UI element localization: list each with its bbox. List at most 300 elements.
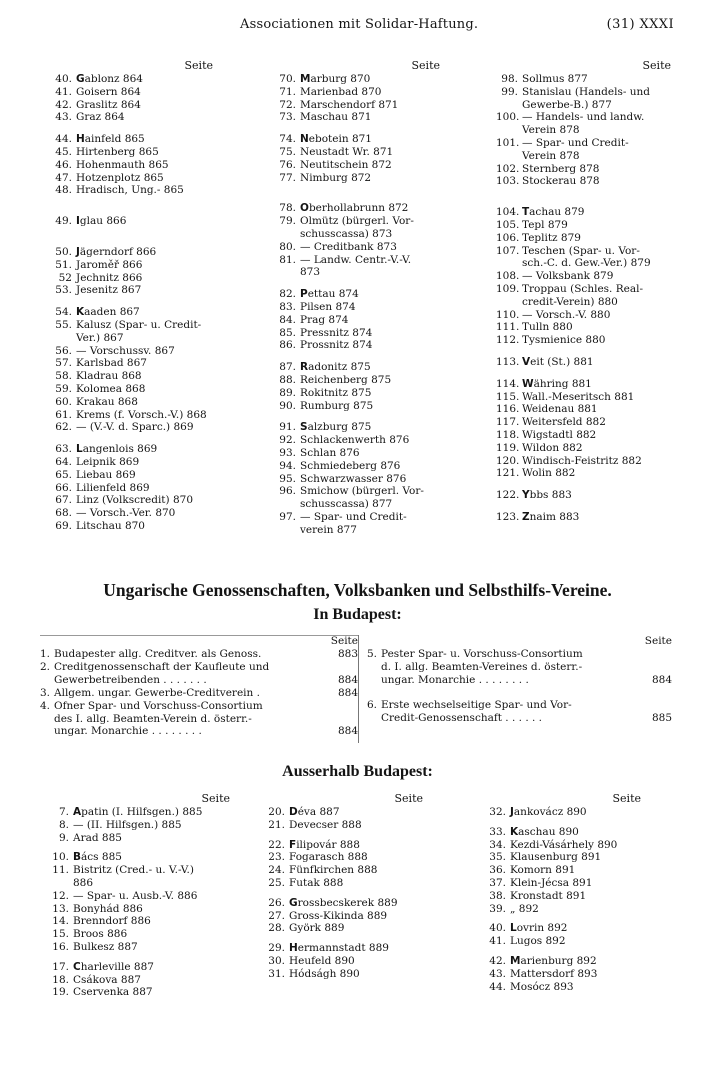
entry-text: naim 883: [529, 510, 580, 523]
spacer: [274, 352, 440, 361]
index-entry: [263, 922, 423, 935]
entry-number: 122.: [496, 489, 520, 502]
entry-line: Budapester allg. Creditver. als Genoss.: [54, 648, 262, 660]
entry-text: berhollabrunn 872: [308, 202, 409, 215]
budapest-left-column: [40, 635, 358, 738]
entry-text: ettau 874: [307, 288, 359, 301]
entry-number: 22.: [268, 838, 285, 851]
entry-initial: M: [510, 954, 521, 967]
entry-text: 873: [300, 266, 321, 279]
entry-text: — (V.-V. d. Sparc.) 869: [76, 421, 194, 434]
entry-number: 40.: [55, 73, 72, 85]
entry-number: 40.: [489, 922, 506, 935]
entry-number: 9.: [58, 831, 69, 844]
index-entry: [50, 146, 213, 159]
budapest-entry: [367, 699, 672, 725]
entry-number: 61.: [55, 408, 72, 421]
column-heading-seite: Seite: [201, 792, 230, 805]
spacer: [263, 935, 423, 942]
entry-text: Fogarasch 888: [289, 851, 368, 864]
index-entry-continuation: [496, 124, 671, 137]
index-entry: [50, 259, 213, 272]
entry-text: adonitz 875: [308, 361, 371, 374]
index-entry: [50, 482, 213, 495]
entry-text: Brenndorf 886: [73, 915, 151, 928]
entry-text: Cservenka 887: [73, 986, 153, 999]
entry-text: Jaroměř 866: [76, 258, 143, 271]
entry-page: 884: [337, 725, 358, 738]
index-entry: [274, 485, 440, 498]
spacer: [274, 184, 440, 193]
spacer: [50, 228, 213, 237]
index-entry-continuation: [274, 266, 440, 279]
entry-text: Teplitz 879: [522, 231, 581, 244]
entry-text: angenlois 869: [82, 443, 158, 456]
entry-initial: Y: [522, 489, 530, 502]
index-entry: [496, 137, 671, 150]
entry-text: Lilienfeld 869: [76, 481, 150, 494]
entry-number: 46.: [55, 158, 72, 171]
entry-number: 10.: [52, 851, 69, 864]
index-entry: [496, 206, 671, 219]
entry-number: 29.: [268, 942, 285, 955]
index-entry: [47, 819, 230, 832]
entry-number: 98.: [501, 73, 518, 85]
index-entry: [274, 202, 440, 215]
entry-text: Krems (f. Vorsch.-V.) 868: [76, 408, 207, 421]
index-entry: [274, 146, 440, 159]
index-entry: [496, 232, 671, 245]
entry-number: 100.: [496, 111, 520, 124]
entry-initial: K: [76, 306, 85, 319]
entry-number: 109.: [496, 282, 520, 295]
entry-text: ilipovár 888: [296, 838, 360, 851]
entry-initial: C: [73, 960, 81, 973]
ausserhalb-title: Ausserhalb Budapest:: [282, 763, 433, 780]
spacer: [484, 948, 641, 955]
entry-number: 12.: [52, 889, 69, 902]
entry-text: Prossnitz 874: [300, 339, 373, 352]
entry-number: 112.: [496, 334, 520, 347]
entry-text: — (II. Hilfsgen.) 885: [73, 818, 182, 831]
index-entry: [484, 826, 641, 839]
entry-number: 34.: [489, 838, 506, 851]
entry-number: 108.: [496, 270, 520, 283]
spacer: [50, 206, 213, 215]
index-entry: [50, 73, 213, 86]
index-entry-continuation: [274, 524, 440, 537]
entry-number: 25.: [268, 876, 285, 889]
spacer: [274, 193, 440, 202]
entry-text: — Vorschussv. 867: [76, 344, 175, 357]
index-entry: [263, 897, 423, 910]
entry-number: 18.: [52, 973, 69, 986]
index-entry: [496, 356, 671, 369]
entry-number: 4.: [40, 699, 51, 712]
index-entry: [274, 387, 440, 400]
entry-number: 121.: [496, 467, 520, 480]
index-entry: [50, 111, 213, 124]
index-entry: [50, 99, 213, 112]
entry-number: 44.: [489, 980, 506, 993]
index-entry: [484, 864, 641, 877]
index-entry: [274, 400, 440, 413]
entry-line: Credit-Genossenschaft . . . . . .: [381, 711, 543, 724]
spacer: [484, 819, 641, 826]
entry-number: 64.: [55, 455, 72, 468]
entry-text: Tepl 879: [522, 218, 568, 231]
entry-text: Verein 878: [522, 149, 580, 162]
index-entry: [496, 283, 671, 296]
index-entry: [274, 374, 440, 387]
entry-number: 54.: [55, 306, 72, 319]
index-entry: [274, 511, 440, 524]
index-entry: [484, 839, 641, 852]
index-entry: [47, 851, 230, 864]
entry-number: 105.: [496, 218, 520, 231]
entry-number: 50.: [55, 245, 72, 258]
entry-text: Tysmienice 880: [522, 334, 606, 347]
index-entry: [274, 447, 440, 460]
index-entry: [484, 903, 641, 916]
entry-text: Kezdi-Vásárhely 890: [510, 838, 618, 851]
index-entry: [496, 489, 671, 502]
index-entry: [263, 839, 423, 852]
index-entry: [263, 910, 423, 923]
entry-text: ebotein 871: [308, 133, 372, 146]
entry-text: schusscassa) 877: [300, 498, 393, 511]
entry-number: 32.: [489, 806, 506, 818]
index-entry: [496, 309, 671, 322]
entry-text: patin (I. Hilfsgen.) 885: [81, 806, 203, 818]
entry-text: Weidenau 881: [522, 403, 598, 416]
entry-text: Tulln 880: [522, 321, 573, 334]
entry-text: glau 866: [79, 215, 127, 228]
entry-text: Arad 885: [73, 831, 122, 844]
entry-text: Devecser 888: [289, 818, 362, 831]
section-title: Ungarische Genossenschaften, Volksbanken und Selbsthilfs-Vereine.: [103, 580, 612, 600]
entry-number: 57.: [55, 357, 72, 370]
entry-text: Bistritz (Cred.- u. V.-V.): [73, 864, 194, 877]
index-entry: [274, 288, 440, 301]
entry-text: Nimburg 872: [300, 171, 372, 184]
index-entry: [496, 175, 671, 188]
entry-text: Liebau 869: [76, 468, 136, 481]
entry-initial: N: [300, 133, 309, 146]
entry-text: Mattersdorf 893: [510, 967, 598, 980]
entry-initial: F: [289, 838, 297, 851]
entry-text: aaden 867: [84, 306, 140, 319]
entry-text: Graz 864: [76, 111, 125, 124]
index-entry: [50, 520, 213, 533]
index-entry: [263, 955, 423, 968]
entry-number: 87.: [279, 361, 296, 374]
entry-number: 91.: [279, 421, 296, 434]
entry-line: ungar. Monarchie . . . . . . . .: [54, 725, 202, 738]
index-entry: [263, 819, 423, 832]
index-entry: [263, 864, 423, 877]
entry-text: Weitersfeld 882: [522, 416, 606, 429]
entry-number: 13.: [52, 902, 69, 915]
entry-text: sch.-C. d. Gew.-Ver.) 879: [522, 257, 651, 270]
entry-number: 99.: [501, 85, 518, 98]
spacer: [263, 890, 423, 897]
entry-text: rossbecskerek 889: [297, 896, 398, 909]
index-entry: [47, 961, 230, 974]
entry-initial: W: [522, 377, 534, 390]
entry-text: eit (St.) 881: [530, 355, 594, 368]
spacer: [496, 197, 671, 206]
index-entry: [274, 172, 440, 185]
entry-number: 43.: [489, 967, 506, 980]
entry-initial: R: [300, 361, 309, 374]
entry-text: Kronstadt 891: [510, 889, 587, 902]
entry-number: 77.: [279, 171, 296, 184]
entry-number: 80.: [279, 240, 296, 253]
index-entry-continuation: [496, 99, 671, 112]
entry-number: 74.: [279, 133, 296, 146]
ausserhalb-column-1: [47, 793, 230, 999]
entry-number: 114.: [496, 377, 520, 390]
entry-number: 123.: [496, 510, 520, 523]
entry-number: 42.: [55, 98, 72, 111]
index-entry: [496, 455, 671, 468]
spacer: [50, 434, 213, 443]
spacer: [496, 188, 671, 197]
entry-text: ács 885: [81, 851, 122, 864]
entry-text: Klausenburg 891: [510, 851, 602, 864]
entry-text: — Spar- und Credit-: [300, 510, 407, 523]
index-entry: [274, 301, 440, 314]
entry-text: Heufeld 890: [289, 954, 355, 967]
entry-number: 28.: [268, 922, 285, 935]
index-entry: [496, 378, 671, 391]
entry-page: 883: [337, 648, 358, 660]
index-entry: [496, 219, 671, 232]
entry-text: Stanislau (Handels- und: [522, 85, 650, 98]
entry-number: 33.: [489, 825, 506, 838]
ausserhalb-column-2: [263, 793, 423, 981]
entry-initial: G: [289, 896, 298, 909]
running-head-title: Associationen mit Solidar-Haftung.: [240, 17, 479, 32]
budapest-entry: [367, 648, 672, 687]
index-entry-continuation: [47, 877, 230, 890]
entry-text: Neustadt Wr. 871: [300, 145, 394, 158]
index-entry: [496, 86, 671, 99]
index-entry: [50, 494, 213, 507]
running-head: [0, 17, 715, 35]
index-entry: [50, 409, 213, 422]
spacer: [496, 480, 671, 489]
index-entry: [50, 345, 213, 358]
entry-text: Schwarzwasser 876: [300, 472, 407, 485]
entry-number: 31.: [268, 967, 285, 980]
entry-line: Allgem. ungar. Gewerbe-Creditverein .: [54, 686, 260, 699]
entry-text: — Vorsch.-Ver. 870: [76, 507, 176, 520]
spacer: [50, 197, 213, 206]
index-entry: [50, 443, 213, 456]
entry-text: verein 877: [300, 523, 357, 536]
entry-number: 67.: [55, 494, 72, 507]
entry-text: Wildon 882: [522, 441, 583, 454]
index-entry: [274, 314, 440, 327]
entry-text: Bonyhád 886: [73, 902, 143, 915]
entry-number: 43.: [55, 111, 72, 124]
entry-number: 59.: [55, 382, 72, 395]
column-heading-seite: Seite: [642, 59, 671, 72]
entry-page: 885: [651, 711, 672, 724]
entry-text: Reichenberg 875: [300, 373, 392, 386]
entry-number: 24.: [268, 864, 285, 877]
entry-text: Wall.-Meseritsch 881: [522, 390, 635, 403]
index-entry: [50, 507, 213, 520]
entry-line: ungar. Monarchie . . . . . . . .: [381, 673, 529, 686]
entry-line: Creditgenossenschaft der Kaufleute und: [54, 660, 270, 673]
entry-text: ovrin 892: [516, 922, 568, 935]
entry-text: schusscassa) 873: [300, 227, 393, 240]
budapest-entry: [40, 661, 358, 687]
index-entry: [50, 383, 213, 396]
index-entry: [47, 915, 230, 928]
entry-text: Krakau 868: [76, 395, 138, 408]
entry-text: Litschau 870: [76, 519, 145, 532]
entry-number: 1.: [40, 648, 51, 660]
spacer: [47, 954, 230, 961]
entry-number: 30.: [268, 954, 285, 967]
entry-number: 16.: [52, 940, 69, 953]
column-heading-seite: Seite: [644, 635, 672, 647]
entry-number: 81.: [279, 253, 296, 266]
entry-text: Leipnik 869: [76, 455, 140, 468]
index-entry: [263, 877, 423, 890]
entry-number: 2.: [40, 660, 51, 673]
entry-number: 53.: [55, 284, 72, 297]
entry-text: „ 892: [510, 902, 539, 915]
entry-number: 78.: [279, 202, 296, 215]
entry-number: 51.: [55, 258, 72, 271]
index-entry: [50, 396, 213, 409]
budapest-right-column: [367, 635, 672, 725]
index-entry: [274, 241, 440, 254]
index-entry: [47, 941, 230, 954]
budapest-divider: [358, 635, 359, 743]
index-entry: [274, 254, 440, 267]
spacer: [50, 124, 213, 133]
index-entry: [263, 968, 423, 981]
index-entry: [47, 974, 230, 987]
index-entry: [274, 159, 440, 172]
entry-text: Linz (Volkscredit) 870: [76, 494, 193, 507]
index-entry: [274, 339, 440, 352]
index-entry: [50, 215, 213, 228]
entry-number: 116.: [496, 403, 520, 416]
index-entry: [484, 890, 641, 903]
index-entry: [274, 99, 440, 112]
index-entry: [496, 270, 671, 283]
entry-number: 73.: [279, 111, 296, 124]
index-entry: [484, 968, 641, 981]
index-entry: [496, 163, 671, 176]
entry-text: Ver.) 867: [76, 331, 124, 344]
entry-line: Pester Spar- u. Vorschuss-Consortium: [381, 648, 583, 660]
entry-number: 104.: [496, 206, 520, 219]
entry-initial: A: [73, 806, 82, 818]
entry-number: 17.: [52, 960, 69, 973]
entry-number: 66.: [55, 481, 72, 494]
entry-number: 14.: [52, 915, 69, 928]
index-entry: [263, 806, 423, 819]
entry-text: Smichow (bürgerl. Vor-: [300, 485, 424, 498]
entry-number: 92.: [279, 434, 296, 447]
entry-number: 110.: [496, 308, 520, 321]
entry-line: d. I. allg. Beamten-Vereines d. österr.-: [381, 660, 583, 673]
entry-text: harleville 887: [80, 960, 154, 973]
entry-text: bbs 883: [529, 489, 572, 502]
entry-text: Csákova 887: [73, 973, 141, 986]
entry-number: 45.: [55, 145, 72, 158]
entry-text: Klein-Jécsa 891: [510, 876, 593, 889]
entry-number: 38.: [489, 889, 506, 902]
entry-number: 107.: [496, 244, 520, 257]
entry-number: 15.: [52, 928, 69, 941]
entry-number: 94.: [279, 459, 296, 472]
entry-text: Maschau 871: [300, 111, 372, 124]
entry-number: 120.: [496, 454, 520, 467]
entry-text: Troppau (Schles. Real-: [522, 282, 644, 295]
entry-number: 103.: [496, 175, 520, 188]
budapest-table: [40, 635, 672, 745]
entry-number: 88.: [279, 373, 296, 386]
entry-text: Schlan 876: [300, 446, 360, 459]
entry-text: Györk 889: [289, 922, 345, 935]
index-column-3: [496, 60, 671, 524]
entry-text: Goisern 864: [76, 85, 141, 98]
entry-text: Schmiedeberg 876: [300, 459, 401, 472]
budapest-entry: [40, 648, 358, 661]
entry-text: Fünfkirchen 888: [289, 864, 378, 877]
entry-text: credit-Verein) 880: [522, 295, 618, 308]
entry-text: Teschen (Spar- u. Vor-: [522, 244, 640, 257]
entry-text: Mosócz 893: [510, 980, 574, 993]
entry-number: 58.: [55, 370, 72, 383]
entry-text: — Spar- u. Ausb.-V. 886: [73, 889, 198, 902]
entry-number: 7.: [58, 806, 69, 818]
index-entry: [50, 184, 213, 197]
entry-number: 71.: [279, 85, 296, 98]
entry-number: 90.: [279, 399, 296, 412]
entry-text: Futak 888: [289, 876, 344, 889]
index-entry: [263, 851, 423, 864]
entry-text: Karlsbad 867: [76, 357, 147, 370]
budapest-title: In Budapest:: [313, 606, 402, 623]
index-entry: [484, 877, 641, 890]
entry-number: 82.: [279, 288, 296, 301]
index-entry: [50, 469, 213, 482]
entry-number: 8.: [58, 818, 69, 831]
spacer: [274, 412, 440, 421]
entry-number: 21.: [268, 818, 285, 831]
entry-text: — Landw. Centr.-V.-V.: [300, 253, 412, 266]
entry-number: 117.: [496, 416, 520, 429]
index-entry: [484, 922, 641, 935]
entry-number: 26.: [268, 896, 285, 909]
index-entry: [47, 928, 230, 941]
entry-text: achau 879: [529, 206, 585, 219]
spacer: [496, 502, 671, 511]
spacer: [484, 915, 641, 922]
entry-number: 3.: [40, 686, 51, 699]
entry-initial: P: [300, 288, 308, 301]
